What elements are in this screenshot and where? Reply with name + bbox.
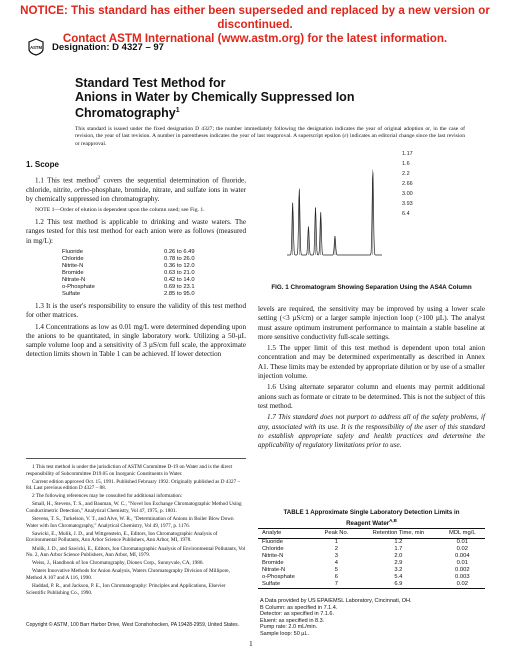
table-row: Chloride 2 1.7 0.02 — [262, 545, 468, 552]
footnote: 1 This test method is under the jurisdiction of ASTM Committee D-19 on Water and is the direct responsibility of Subcommittee D19.05 on Inorganic Constituents in Water. — [26, 464, 233, 477]
right-column — [258, 305, 485, 452]
list-item: Bromide 0.63 to 21.0 — [62, 269, 195, 276]
table-note: Pump rate: 2.0 mL/min. — [260, 624, 318, 631]
footnotes — [26, 458, 246, 598]
table-note: A Data provided by US EPA/EMSL Laboratory, Cincinnati, OH. — [260, 598, 412, 604]
table-title: TABLE 1 Approximate Single Laboratory Detection Limits in Reagent Water$^{A,B}$ — [283, 509, 460, 527]
table-notes — [260, 598, 485, 638]
footnote: Haddad, P. R., and Jackson, P. E., Ion Chromatography: Principles and Applications, Elsevier Scientific Publishing Co., 1990. — [26, 583, 226, 596]
footnote: Current edition approved Oct. 15, 1991. Published February 1992. Originally published as D 4327 – 84. Last previous edition D 4327 – 88. — [26, 478, 241, 492]
chromatogram-plot — [262, 145, 477, 275]
supersession-notice — [0, 4, 510, 46]
copyright: Copyright © ASTM, 100 Barr Harbor Drive, West Conshohocken, PA 19428-2959, United States. — [26, 622, 240, 628]
table-row: Nitrate-N 5 3.2 0.002 — [262, 566, 470, 573]
paragraph-1-4-cont: levels are required, the sensitivity may be improved by using a lower scale setting (<3 µS/cm) or a larger sample injection loop (>100 µL). The analyst must assure optimum instrument performance to maintain a stable baseline at more sensitive conductivity full-scale settings. — [258, 305, 485, 341]
table-note: Detector: as specified in 7.1.6. — [260, 611, 334, 618]
list-item: Chloride 0.78 to 26.0 — [62, 255, 195, 262]
paragraph-1-6: 1.6 Using alternate separator column and eluents may permit additional anions such as formate or citrate to be determined. This is not the subject of this test method. — [258, 383, 485, 410]
peak-label: 2.2 — [402, 171, 410, 177]
column-header: MDL mg/L — [440, 529, 485, 539]
table-row: Nitrite-N 3 2.0 0.004 — [262, 552, 470, 559]
title-footnote-ref: 1 — [175, 107, 180, 114]
peak-label: 6.4 — [402, 211, 410, 217]
standard-designation-note: This standard is issued under the fixed designation D 4327; the number immediately following the designation indicates the year of original adoption or, in the case of revision, the year of last revision. A number in parentheses indicates the year of last reapproval. A superscript epsilon (ε) indicates an editorial change since the last revision or reapproval. — [75, 126, 465, 147]
footnote: Weiss, J., Handbook of Ion Chromatography, Dionex Corp., Sunnyvale, CA, 1986. — [32, 560, 204, 567]
footnote: Sawicki, E., Mulik, J. D., and Wittgenstein, E., Editors, Ion Chromatographic Analysis of Environmental Pollutants, Ann Arbor Science Publishers, Ann Arbor, MI, 1978. — [26, 530, 218, 544]
list-item: Nitrite-N 0.36 to 12.0 — [62, 262, 195, 269]
notice-line-2: Contact ASTM International (www.astm.org) for the latest information. — [62, 32, 448, 45]
scope-heading: 1. Scope — [26, 160, 59, 169]
title-line-2: Anions in Water by Chemically Suppressed Ion — [75, 90, 355, 104]
table-note: Eluent: as specified in 8.3. — [260, 617, 325, 624]
designation: Designation: D 4327 – 97 — [52, 42, 164, 53]
paragraph-1-3: 1.3 It is the user's responsibility to ensure the validity of this test method for other matrices. — [26, 301, 246, 320]
note-1: NOTE 1—Order of elution is dependent upon the column used; see Fig. 1. — [35, 206, 205, 213]
chromatogram-figure — [262, 145, 477, 275]
list-item: o-Phosphate 0.69 to 23.1 — [62, 283, 195, 290]
title-line-1: Standard Test Method for — [75, 76, 226, 90]
chromatogram-trace — [287, 172, 382, 255]
peak-label: 3.93 — [402, 201, 413, 207]
table-row: Fluoride 1 1.2 0.01 — [262, 538, 468, 545]
page-number: 1 — [249, 639, 253, 648]
footnote: Stevens, T. S., Turkelson, V. T., and Alve, W. R., "Determination of Anions in Boiler Blow Down Water with Ion Chromatography," Analytical Chemistry, Vol 49, 1977, p. 1176. — [26, 516, 234, 529]
paragraph-1-1: 1.1 This test method$^2$ covers the sequential determination of fluoride, chloride, nitrite, ortho-phosphate, bromide, nitrate, and sulfate ions in water by chemically suppressed ion chromatography. — [26, 176, 246, 204]
table-row: o-Phosphate 6 5.4 0.003 — [262, 574, 470, 581]
peak-label: 1.17 — [402, 151, 413, 157]
document-title — [75, 76, 405, 120]
detection-limits-table — [258, 528, 485, 589]
peak-label: 2.66 — [402, 181, 413, 187]
list-item: Sulfate 2.85 to 95.0 — [62, 290, 195, 297]
table-note: B Column: as specified in 7.1.4. — [260, 604, 338, 611]
notice-line-1: NOTICE: This standard has either been superseded and replaced by a new version or discontinued. — [20, 4, 490, 31]
title-line-3: Chromatography — [75, 106, 176, 121]
table-note: Sample loop: 50 µL. — [260, 630, 310, 637]
list-item: Fluoride 0.26 to 6.49 — [62, 248, 195, 255]
paragraph-1-2: 1.2 This test method is applicable to drinking and waste waters. The ranges tested for this test method for each anion were as follows (measured in mg/L): — [26, 218, 246, 245]
paragraph-1-4: 1.4 Concentrations as low as 0.01 mg/L were determined depending upon the anions to be quantitated, in single laboratory work. Utilizing a 50-µL sample volume loop and a sensitivity of 3 µS/cm full scale, the approximate detection limits shown in Table 1 can be achieved. If lower detection — [26, 322, 246, 359]
astm-logo-icon — [28, 38, 44, 56]
table-row: Sulfate 7 6.9 0.02 — [258, 581, 485, 589]
peak-label: 3.00 — [402, 191, 413, 197]
footnote: Mulik, J. D., and Sawicki, E., Editors, Ion Chromatographic Analysis of Environmental Pollutants, Vol No. 2, Ann Arbor Science Publishers, Ann Arbor, MI, 1979. — [26, 545, 246, 559]
footnote: Waters Innovative Methods for Anion Analysis, Waters Chromatography Division of Millipore, Method A 107 and A 116, 1990. — [26, 568, 230, 581]
table-row: Bromide 4 2.9 0.01 — [262, 559, 468, 566]
paragraph-1-5: 1.5 The upper limit of this test method is dependent upon total anion concentration and may be determined experimentally as described in Annex A1. These limits may be extended by appropriate dilution or by use of a smaller injection volume. — [258, 344, 485, 381]
column-header: Retention Time, min — [357, 529, 440, 539]
peak-label: 1.6 — [402, 161, 410, 167]
paragraph-1-7: 1.7 This standard does not purport to address all of the safety problems, if any, associated with its use. It is the responsibility of the user of this standard to establish appropriate safety and health practices and determine the applicability of regulatory limitations prior to use. — [258, 413, 485, 450]
column-header: Peak No. — [316, 529, 357, 539]
svg-text:ASTM: ASTM — [30, 45, 42, 50]
footnote: Small, H., Stevens, T. S., and Bauman, W. C., "Novel Ion Exchange Chromatographic Method Using Conductimetric Detection," Analytical Chemistry, Vol 47, 1975, p. 1801. — [26, 501, 242, 515]
table-header-row — [258, 529, 485, 539]
column-header: Analyte — [258, 529, 316, 539]
list-item: Nitrate-N 0.42 to 14.0 — [62, 276, 195, 283]
figure-caption: FIG. 1 Chromatogram Showing Separation Using the AS4A Column — [271, 284, 472, 291]
left-column — [26, 160, 246, 362]
anion-range-list — [62, 249, 246, 298]
footnote: 2 The following references may be consulted for additional information: — [32, 493, 183, 500]
